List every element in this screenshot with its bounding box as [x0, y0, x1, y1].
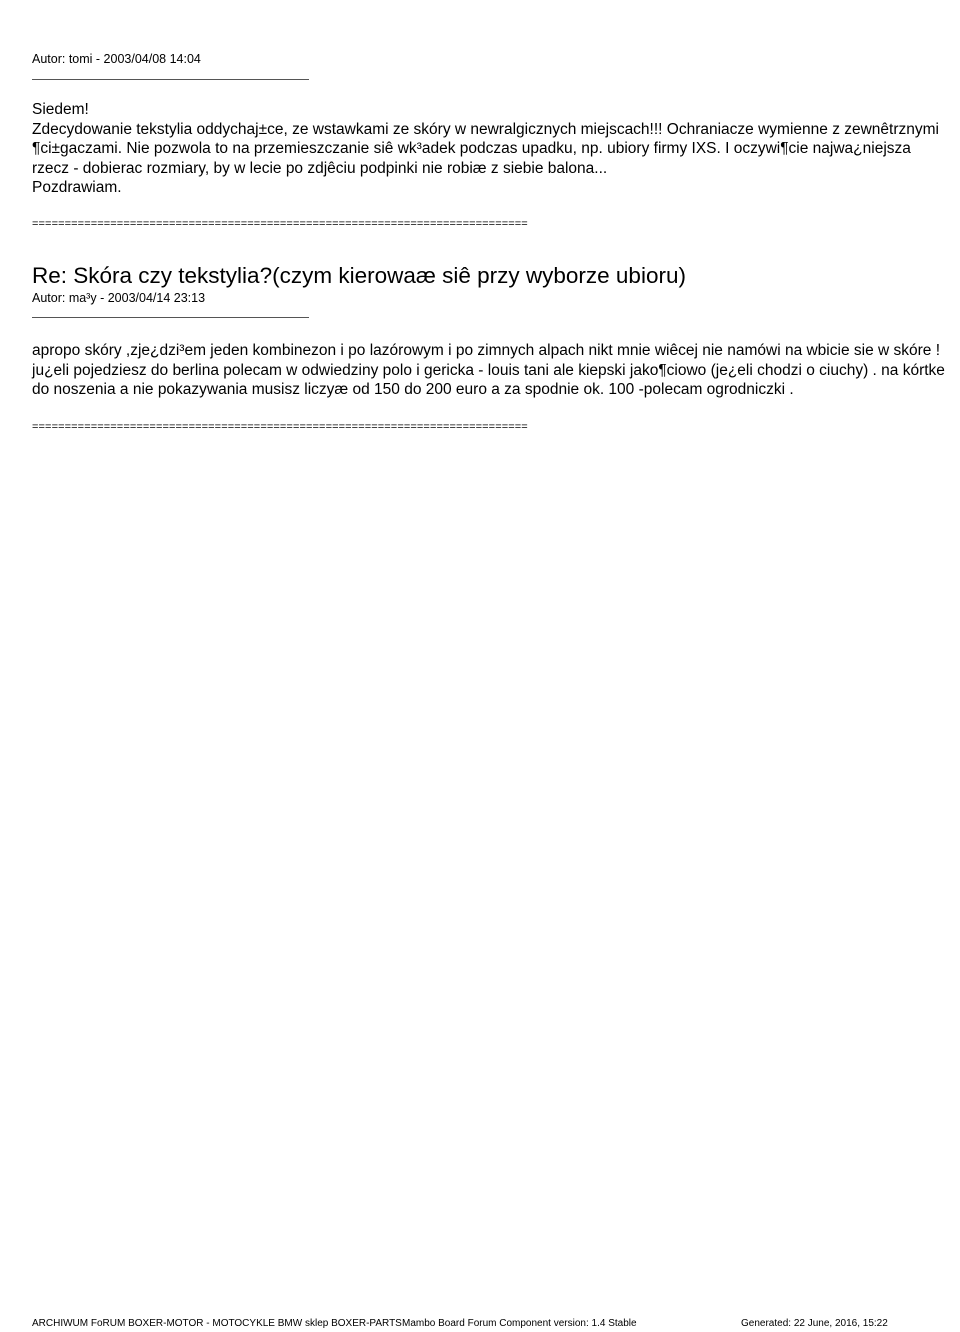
post-separator: ============================================================================ — [32, 420, 528, 433]
post-body — [32, 100, 950, 198]
post-author-meta: Autor: ma³y - 2003/04/14 23:13 — [32, 291, 206, 305]
footer-component-version: Mambo Board Forum Component version: 1.4 Stable — [402, 1318, 637, 1329]
post-title: Re: Skóra czy tekstylia?(czym kierowaæ siê przy wyborze ubioru) — [32, 263, 686, 288]
post-paragraph: Zdecydowanie tekstylia oddychaj±ce, ze wstawkami ze skóry w newralgicznych miejscach!!! Ochraniacze wymienne z zewnêtrznymi ¶ci±gaczami. Nie pozwola to na przemieszczanie siê wk³adek podczas upadku, np. ubiory firmy IXS. I oczywi¶cie najwa¿niejsza rzecz - dobierac rozmiary, by w lecie po zdjêciu podpinki nie robiæ z siebie balona... — [32, 120, 939, 177]
post-2 — [32, 263, 950, 433]
post-paragraph: Siedem! — [32, 101, 89, 118]
post-paragraph: ju¿eli pojedziesz do berlina polecam w odwiedziny polo i gericka - louis tani ale kiepski jako¶ciowo (je¿eli chodzi o ciuchy) . na kórtke do noszenia a nie pokazywania musisz liczyæ od 150 do 200 euro a za spodnie ok. 100 -polecam ogrodniczki . — [32, 361, 945, 398]
post-separator: ============================================================================ — [32, 217, 528, 230]
meta-underline — [32, 79, 309, 80]
meta-underline — [32, 317, 309, 318]
post-paragraph: Pozdrawiam. — [32, 179, 122, 196]
post-paragraph: apropo skóry ,zje¿dzi³em jeden kombinezon i po lazórowym i po zimnych alpach nikt mnie wiêcej nie namówi na wbicie sie w skóre ! — [32, 342, 941, 359]
post-1 — [32, 51, 950, 230]
footer-site-name: ARCHIWUM FoRUM BOXER-MOTOR - MOTOCYKLE BMW sklep BOXER-PARTS — [32, 1318, 402, 1329]
footer-generated-date: Generated: 22 June, 2016, 15:22 — [741, 1318, 888, 1329]
post-body — [32, 341, 950, 400]
post-author-meta: Autor: tomi - 2003/04/08 14:04 — [32, 52, 201, 66]
